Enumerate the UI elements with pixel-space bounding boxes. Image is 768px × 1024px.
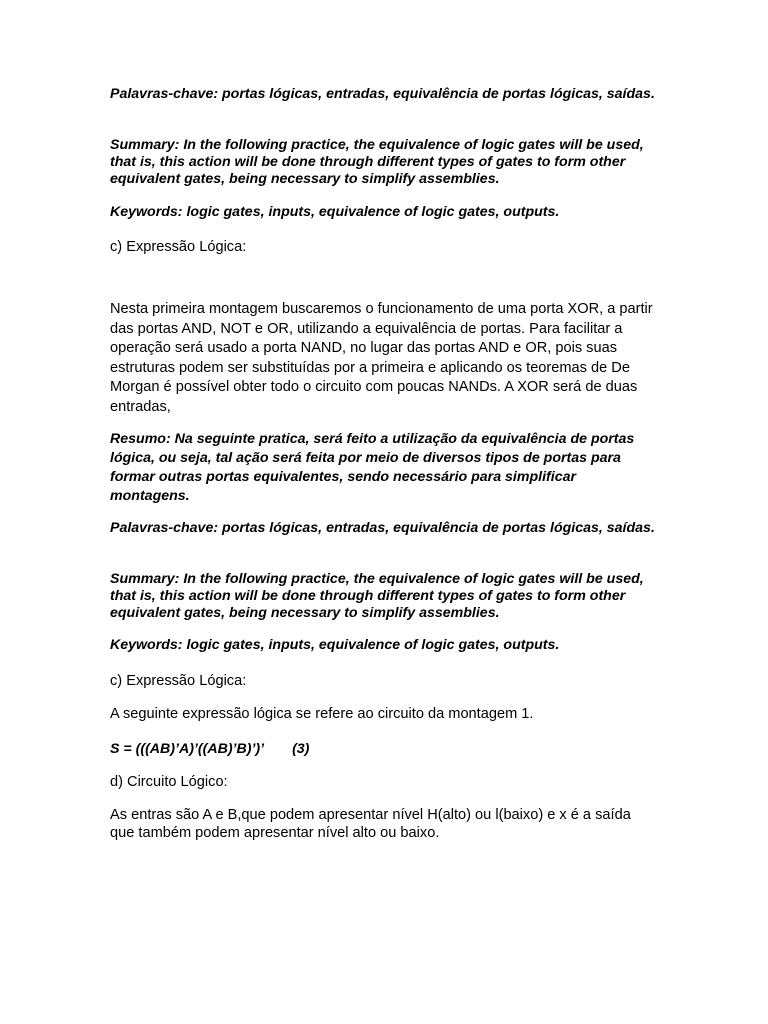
summary-en-top: Summary: In the following practice, the equivalence of logic gates will be used, that is, this action will be done through different types of gates to form other equivalent gates, being necessary to simplify assemblies. [110, 137, 644, 187]
heading-expressao-logica: c) Expressão Lógica: [110, 673, 247, 689]
resumo-pt: Resumo: Na seguinte pratica, será feito a utilização da equivalência de portas lógica, ou seja, tal ação será feita por meio de diversos tipos de portas para formar outras portas equivalentes, sendo necessário para simplificar montagens. [110, 431, 635, 504]
keywords-pt: Palavras-chave: portas lógicas, entradas, equivalência de portas lógicas, saídas. [110, 520, 655, 536]
heading-circuito-logico: d) Circuito Lógico: [110, 774, 228, 790]
expression-intro: A seguinte expressão lógica se refere ao circuito da montagem 1. [110, 706, 534, 722]
inputs-description: As entras são A e B,que podem apresentar nível H(alto) ou l(baixo) e x é a saída que também podem apresentar nível alto ou baixo. [110, 807, 631, 841]
heading-expressao-logica-top: c) Expressão Lógica: [110, 239, 247, 255]
keywords-pt-top: Palavras-chave: portas lógicas, entradas, equivalência de portas lógicas, saídas. [110, 86, 655, 102]
keywords-en: Keywords: logic gates, inputs, equivalence of logic gates, outputs. [110, 637, 560, 653]
intro-paragraph: Nesta primeira montagem buscaremos o funcionamento de uma porta XOR, a partir das portas AND, NOT e OR, utilizando a equivalência de portas. Para facilitar a operação será usado a porta NAND, no lugar das portas AND e OR, pois suas estruturas podem ser substituídas por a primeira e aplicando os teoremas de De Morgan é possível obter todo o circuito com poucas NANDs. A XOR será de duas entradas, [110, 301, 653, 415]
formula-text: S = (((AB)’A)’((AB)’B)’)’ [110, 741, 265, 757]
logic-formula [110, 740, 655, 758]
keywords-en-top: Keywords: logic gates, inputs, equivalence of logic gates, outputs. [110, 204, 560, 220]
equation-number: (3) [292, 741, 310, 757]
summary-en: Summary: In the following practice, the equivalence of logic gates will be used, that is, this action will be done through different types of gates to form other equivalent gates, being necessary to simplify assemblies. [110, 571, 644, 621]
